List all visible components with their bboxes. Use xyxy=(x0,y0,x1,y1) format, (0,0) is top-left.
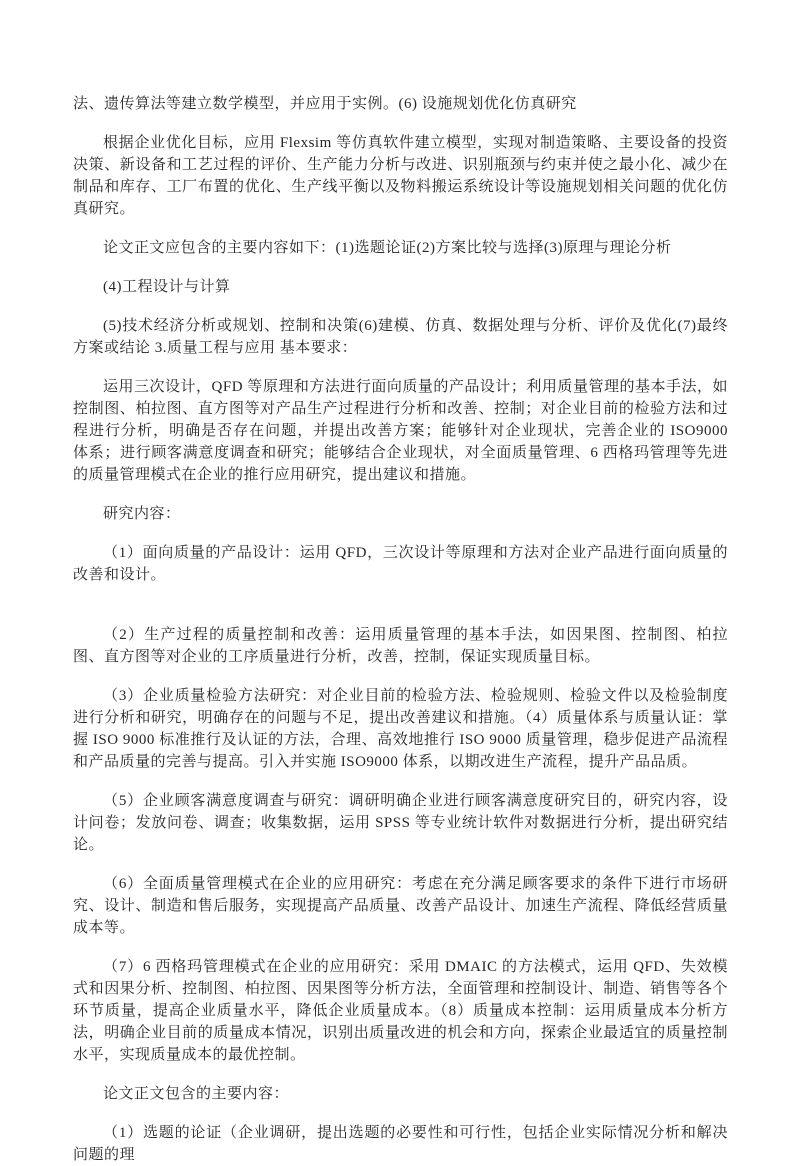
paragraph: 论文正文包含的主要内容： xyxy=(103,1086,290,1102)
paragraph: （3）企业质量检验方法研究：对企业目前的检验方法、检验规则、检验文件以及检验制度进行分析和研究，明确存在的问题与不足，提出改善建议和措施。（4）质量体系与质量认证：掌握 ISO 9000 标准推行及认证的方法，合理、高效地推行 ISO 9000 质量管理，稳步促进产品流程和产品质量的完善与提高。引入并实施 ISO9000 体系，以期改进生产流程，提升产品品质。 xyxy=(73,688,728,770)
paragraph: 研究内容： xyxy=(103,506,181,522)
paragraph: (4)工程设计与计算 xyxy=(103,279,231,295)
paragraph: 法、遗传算法等建立数学模型，并应用于实例。(6) 设施规划优化仿真研究 xyxy=(73,96,577,112)
paragraph: 论文正文应包含的主要内容如下：(1)选题论证(2)方案比较与选择(3)原理与理论分析 xyxy=(103,240,672,256)
paragraph: （2）生产过程的质量控制和改善：运用质量管理的基本手法，如因果图、控制图、柏拉图、直方图等对企业的工序质量进行分析，改善，控制，保证实现质量目标。 xyxy=(73,627,728,665)
paragraph: 根据企业优化目标，应用 Flexsim 等仿真软件建立模型，实现对制造策略、主要设备的投资决策、新设备和工艺过程的评价、生产能力分析与改进、识别瓶颈与约束并使之最小化、减少在制品和库存、工厂布置的优化、生产线平衡以及物料搬运系统设计等设施规划相关问题的优化仿真研究。 xyxy=(73,135,728,217)
paragraph: 运用三次设计，QFD 等原理和方法进行面向质量的产品设计；利用质量管理的基本手法，如控制图、柏拉图、直方图等对产品生产过程进行分析和改善、控制；对企业目前的检验方法和过程进行分析，明确是否存在问题，并提出改善方案；能够针对企业现状，完善企业的 ISO9000 体系；进行顾客满意度调查和研究；能够结合企业现状，对全面质量管理、6 西格玛管理等先进的质量管理模式在企业的推行应用研究，提出建议和措施。 xyxy=(73,379,728,483)
document-body xyxy=(73,93,728,1166)
paragraph: （7）6 西格玛管理模式在企业的应用研究：采用 DMAIC 的方法模式，运用 QFD、失效模式和因果分析、控制图、柏拉图、因果图等分析方法，全面管理和控制设计、制造、销售等各个环节质量，提高企业质量水平，降低企业质量成本。（8）质量成本控制：运用质量成本分析方法，明确企业目前的质量成本情况，识别出质量改进的机会和方向，探索企业最适宜的质量控制水平，实现质量成本的最优控制。 xyxy=(73,959,728,1063)
paragraph: （6）全面质量管理模式在企业的应用研究：考虑在充分满足顾客要求的条件下进行市场研究、设计、制造和售后服务，实现提高产品质量、改善产品设计、加速生产流程、降低经营质量成本等。 xyxy=(73,876,728,936)
paragraph: （1）选题的论证（企业调研，提出选题的必要性和可行性，包括企业实际情况分析和解决问题的理 xyxy=(73,1125,728,1163)
paragraph: (5)技术经济分析或规划、控制和决策(6)建模、仿真、数据处理与分析、评价及优化(7)最终方案或结论 3.质量工程与应用 基本要求： xyxy=(73,318,728,356)
paragraph: （5）企业顾客满意度调查与研究：调研明确企业进行顾客满意度研究目的，研究内容，设计问卷；发放问卷、调查；收集数据，运用 SPSS 等专业统计软件对数据进行分析，提出研究结论。 xyxy=(73,793,728,853)
paragraph: （1）面向质量的产品设计：运用 QFD，三次设计等原理和方法对企业产品进行面向质量的改善和设计。 xyxy=(73,545,728,583)
